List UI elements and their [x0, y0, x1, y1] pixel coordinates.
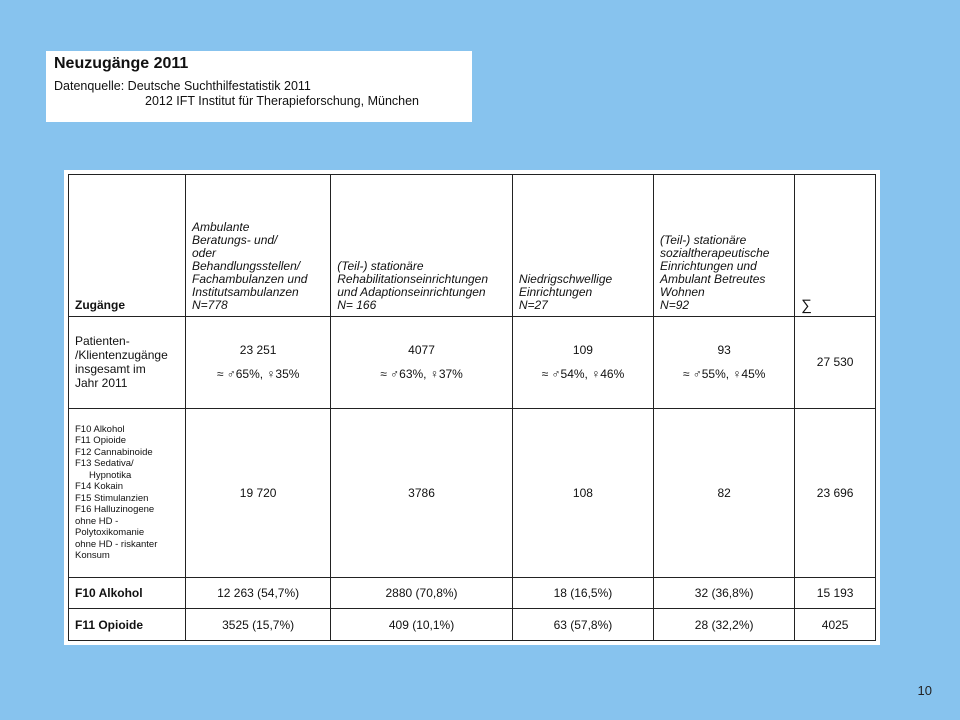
- col-header-zugaenge: Zugänge: [69, 175, 186, 317]
- table-cell: 32 (36,8%): [654, 577, 795, 609]
- data-table-container: [64, 170, 880, 645]
- table-cell: 23 696: [795, 408, 876, 577]
- table-header-row: [69, 175, 876, 317]
- table-cell: 108: [512, 408, 653, 577]
- table-cell: 109 ≈ ♂54%, ♀46%: [512, 316, 653, 408]
- row-label-f10: F10 Alkohol: [69, 577, 186, 609]
- table-cell: 15 193: [795, 577, 876, 609]
- table-row: [69, 609, 876, 641]
- table-cell: 2880 (70,8%): [331, 577, 513, 609]
- source-line-1: Datenquelle: Deutsche Suchthilfestatistik 2011: [54, 79, 311, 93]
- table-cell: 3786: [331, 408, 513, 577]
- col-header-ambulante: Ambulante Beratungs- und/ oder Behandlungsstellen/ Fachambulanzen und Institutsambulanzen N=778: [186, 175, 331, 317]
- table-cell: 12 263 (54,7%): [186, 577, 331, 609]
- data-table: [68, 174, 876, 641]
- table-cell: 23 251 ≈ ♂65%, ♀35%: [186, 316, 331, 408]
- col-header-niedrigschwellig: Niedrigschwellige Einrichtungen N=27: [512, 175, 653, 317]
- table-row: [69, 408, 876, 577]
- table-cell: 4077 ≈ ♂63%, ♀37%: [331, 316, 513, 408]
- page-title: Neuzugänge 2011: [54, 55, 189, 72]
- page-number: 10: [917, 683, 932, 698]
- source-header: [46, 51, 472, 122]
- table-cell: 63 (57,8%): [512, 609, 653, 641]
- col-header-sozialtherapeutisch: (Teil-) stationäre sozialtherapeutische Einrichtungen und Ambulant Betreutes Wohnen N=92: [654, 175, 795, 317]
- row-label-total: Patienten- /Klientenzugänge insgesamt im Jahr 2011: [69, 316, 186, 408]
- table-cell: 82: [654, 408, 795, 577]
- table-row: [69, 577, 876, 609]
- table-cell: 18 (16,5%): [512, 577, 653, 609]
- table-cell: 93 ≈ ♂55%, ♀45%: [654, 316, 795, 408]
- table-row: [69, 316, 876, 408]
- col-header-stationaer-reha: (Teil-) stationäre Rehabilitationseinrichtungen und Adaptionseinrichtungen N= 166: [331, 175, 513, 317]
- table-cell: 4025: [795, 609, 876, 641]
- row-label-diagnoses: F10 Alkohol F11 Opioide F12 Cannabinoide F13 Sedativa/ Hypnotika F14 Kokain F15 Stimulanzien F16 Halluzinogene ohne HD - Polytoxikomanie ohne HD - riskanter Konsum: [69, 408, 186, 577]
- col-header-sum: ∑: [795, 175, 876, 317]
- table-cell: 3525 (15,7%): [186, 609, 331, 641]
- table-cell: 27 530: [795, 316, 876, 408]
- row-label-f11: F11 Opioide: [69, 609, 186, 641]
- table-cell: 409 (10,1%): [331, 609, 513, 641]
- source-line-2: 2012 IFT Institut für Therapieforschung, München: [145, 94, 419, 108]
- data-source: [54, 79, 466, 109]
- table-cell: 19 720: [186, 408, 331, 577]
- table-cell: 28 (32,2%): [654, 609, 795, 641]
